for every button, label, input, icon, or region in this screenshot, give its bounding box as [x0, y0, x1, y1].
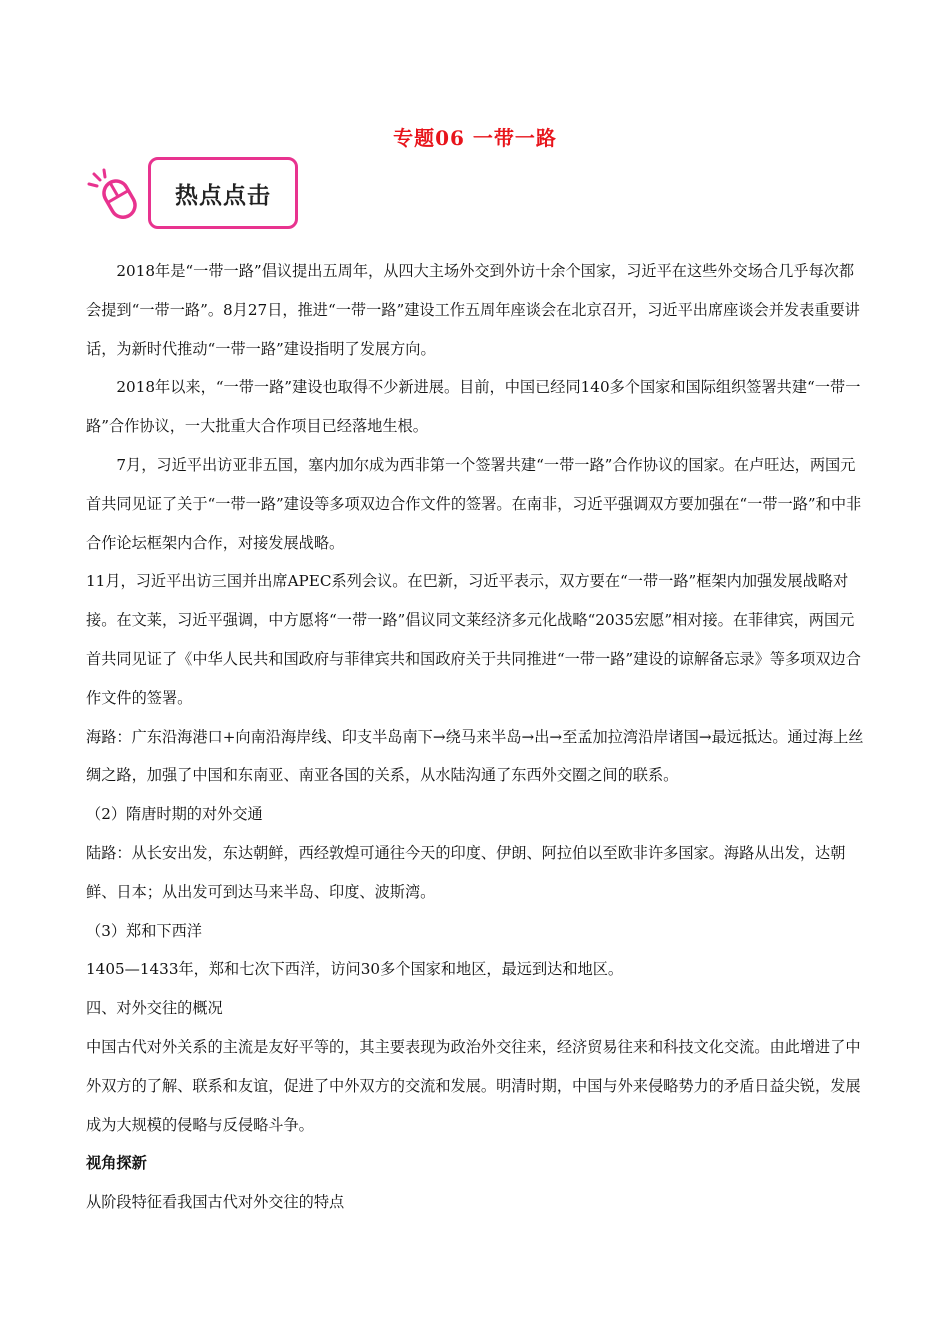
section-heading: （2）隋唐时期的对外交通 [86, 805, 263, 824]
paragraph: 7月，习近平出访亚非五国，塞内加尔成为西非第一个签署共建“一带一路”合作协议的国家。在卢旺达，两国元首共同见证了关于“一带一路”建设等多项双边合作文件的签署。在南非，习近平强调双方要加强在“一带一路”和中非合作论坛框架内合作，对接发展战略。 [86, 455, 862, 552]
hotspot-badge [86, 150, 308, 238]
page-title: 专题06 一带一路 [393, 126, 557, 150]
paragraph: 陆路：从长安出发，东达朝鲜，西经敦煌可通往今天的印度、伊朗、阿拉伯以至欧非许多国家。海路从出发，达朝鲜、日本；从出发可到达马来半岛、印度、波斯湾。 [86, 843, 846, 901]
section-heading: （3）郑和下西洋 [86, 921, 202, 940]
paragraph: 11月，习近平出访三国并出席APEC系列会议。在巴新，习近平表示，双方要在“一带一路”框架内加强发展战略对接。在文莱，习近平强调，中方愿将“一带一路”倡议同文莱经济多元化战略“2035宏愿”相对接。在菲律宾，两国元首共同见证了《中华人民共和国政府与菲律宾共和国政府关于共同推进“一带一路”建设的谅解备忘录》等多项双边合作文件的签署。 [86, 572, 861, 707]
paragraph: 2018年是“一带一路”倡议提出五周年，从四大主场外交到外访十余个国家，习近平在这些外交场合几乎每次都会提到“一带一路”。8月27日，推进“一带一路”建设工作五周年座谈会在北京召开，习近平出席座谈会并发表重要讲话，为新时代推动“一带一路”建设指明了发展方向。 [86, 262, 860, 358]
paragraph: 中国古代对外关系的主流是友好平等的，其主要表现为政治外交往来，经济贸易往来和科技文化交流。由此增进了中外双方的了解、联系和友谊，促进了中外双方的交流和发展。明清时期，中国与外来侵略势力的矛盾日益尖锐，发展成为大规模的侵略与反侵略斗争。 [86, 1037, 861, 1134]
document-body [86, 252, 868, 1222]
paragraph: 2018年以来，“一带一路”建设也取得不少新进展。目前，中国已经同140多个国家和国际组织签署共建“一带一路”合作协议，一大批重大合作项目已经落地生根。 [86, 378, 861, 436]
section-heading: 四、对外交往的概况 [86, 999, 223, 1018]
bold-heading: 视角探新 [86, 1154, 147, 1173]
paragraph: 海路：广东沿海港口+向南沿海岸线、印支半岛南下→绕马来半岛→出→至孟加拉湾沿岸诸国→最远抵达。通过海上丝绸之路，加强了中国和东南亚、南亚各国的关系，从水陆沟通了东西外交圈之间的联系。 [86, 727, 864, 785]
paragraph: 1405—1433年，郑和七次下西洋，访问30多个国家和地区，最远到达和地区。 [86, 960, 624, 979]
paragraph: 从阶段特征看我国古代对外交往的特点 [86, 1193, 345, 1212]
mouse-icon [86, 168, 142, 224]
hotspot-badge-label: 热点点击 [148, 157, 298, 229]
